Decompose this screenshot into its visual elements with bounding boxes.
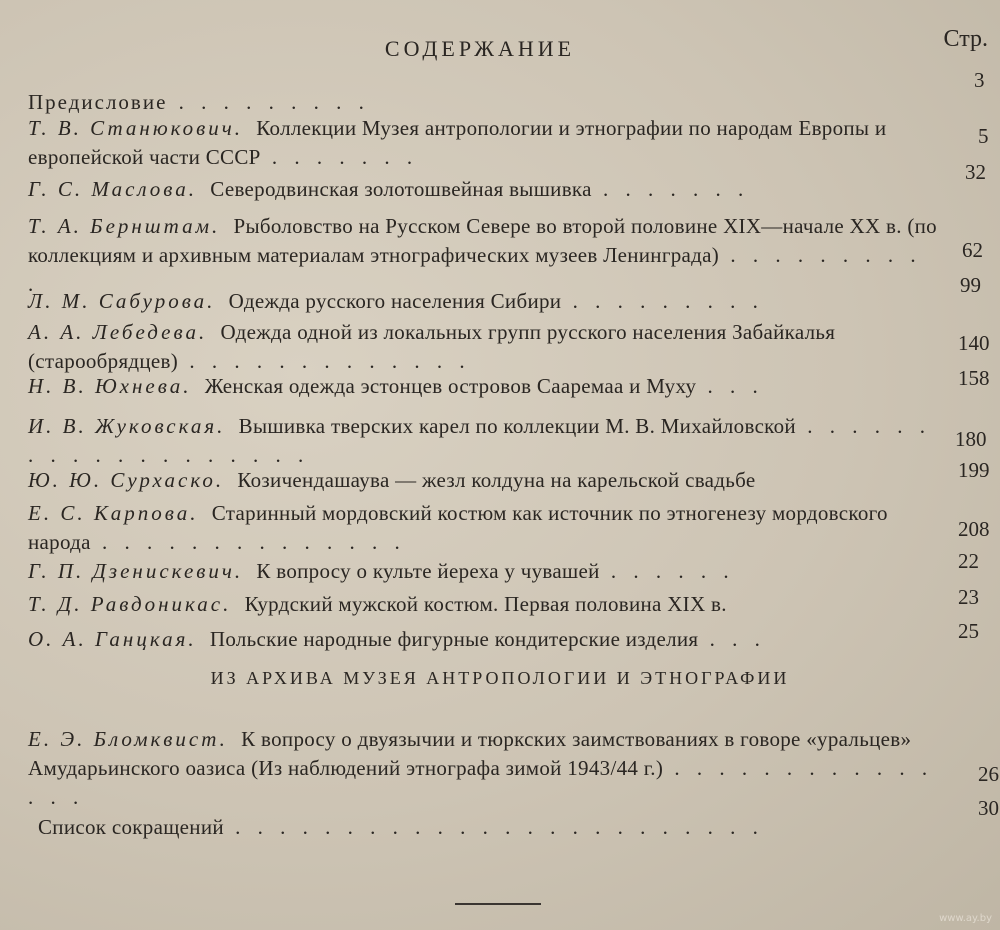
page-column-label: Стр.	[943, 26, 988, 52]
toc-entry[interactable]	[28, 557, 938, 586]
page-number: 180	[955, 427, 987, 451]
page-number: 140	[958, 331, 990, 355]
entry-author: Г. П. Дзенискевич.	[28, 559, 244, 583]
page-number: 158	[958, 366, 990, 390]
leader-dots: . . . . . . . . . . . . . . . . . . . . . . . .	[235, 815, 764, 839]
entry-author: Е. Э. Бломквист.	[28, 727, 228, 751]
watermark: www.ay.by	[939, 913, 992, 924]
toc-entry[interactable]	[28, 175, 938, 204]
page-number: 30	[978, 796, 999, 820]
toc-entry[interactable]	[28, 590, 938, 619]
toc-entry-preface[interactable]	[28, 88, 938, 117]
entry-title: Одежда одной из локальных групп русского населения Забайкалья (старообрядцев)	[28, 320, 836, 373]
entry-title: Предисловие	[28, 90, 168, 114]
entry-author: Е. С. Карпова.	[28, 501, 199, 525]
leader-dots: . . . . . . . . . . . . .	[189, 349, 471, 373]
entry-title: Старинный мордовский костюм как источник по этногенезу мордовского народа	[28, 501, 888, 554]
entry-title: К вопросу о двуязычии и тюркских заимствованиях в говоре «уральцев» Амударьинского оазиса (Из наблюдений этнографа зимой 1943/44 г.)	[28, 727, 912, 780]
leader-dots: . . . . . .	[610, 559, 735, 583]
entry-title: Коллекции Музея антропологии и этнографии по народам Европы и европейской части СССР	[28, 116, 887, 169]
leader-dots: . . . . . . . . .	[178, 90, 370, 114]
entry-author: Т. А. Бернштам.	[28, 214, 221, 238]
entry-author: Т. Д. Равдоникас.	[28, 592, 232, 616]
entry-author: А. А. Лебедева.	[28, 320, 208, 344]
page-number: 25	[958, 619, 979, 643]
entry-author: О. А. Ганцкая.	[28, 627, 197, 651]
entry-author: Т. В. Станюкович.	[28, 116, 244, 140]
entry-author: И. В. Жуковская.	[28, 414, 226, 438]
leader-dots: . . .	[709, 627, 766, 651]
toc-entry[interactable]	[28, 114, 938, 172]
leader-dots: . . . . . . .	[602, 177, 750, 201]
page-number: 3	[974, 68, 985, 92]
toc-entry[interactable]	[28, 625, 938, 654]
entry-author: Ю. Ю. Сурхаско.	[28, 468, 225, 492]
page-number: 199	[958, 458, 990, 482]
entry-title: Женская одежда эстонцев островов Сааремаа и Муху	[204, 374, 697, 398]
toc-entry[interactable]	[28, 725, 938, 812]
entry-title: Козичендашаува — жезл колдуна на карельской свадьбе	[237, 468, 756, 492]
leader-dots: . . . . . . . . . .	[28, 243, 922, 296]
leader-dots: . . . . . . .	[271, 145, 419, 169]
toc-entry[interactable]	[28, 499, 938, 557]
section-heading: ИЗ АРХИВА МУЗЕЯ АНТРОПОЛОГИИ И ЭТНОГРАФИИ	[210, 668, 790, 688]
toc-entry[interactable]	[28, 372, 938, 401]
page-number: 208	[958, 517, 990, 541]
page-title: СОДЕРЖАНИЕ	[384, 36, 576, 61]
toc-entry[interactable]	[28, 318, 938, 376]
toc-entry[interactable]	[28, 466, 938, 495]
leader-dots: . . . . . . . . . . . . . .	[102, 530, 406, 554]
entry-title: Северодвинская золотошвейная вышивка	[210, 177, 592, 201]
entry-title: Одежда русского населения Сибири	[228, 289, 562, 313]
entry-title: Список сокращений	[38, 815, 224, 839]
page-number: 23	[958, 585, 979, 609]
page-number: 62	[962, 238, 983, 262]
entry-title: Польские народные фигурные кондитерские изделия	[209, 627, 699, 651]
page-number: 26	[978, 762, 999, 786]
closing-rule	[455, 903, 541, 905]
page-number: 32	[965, 160, 986, 184]
page-number: 99	[960, 273, 981, 297]
entry-author: Н. В. Юхнева.	[28, 374, 192, 398]
leader-dots: . . . . . . . . . . . . . . .	[28, 756, 934, 809]
entry-title: Рыболовство на Русском Севере во второй половине XIX—начале XX в. (по коллекциям и архивным материалам этнографических музеев Ленинграда)	[28, 214, 937, 267]
toc-entry[interactable]	[28, 412, 938, 470]
entry-title: Курдский мужской костюм. Первая половина XIX в.	[244, 592, 727, 616]
page-number: 5	[978, 124, 989, 148]
entry-title: К вопросу о культе йереха у чувашей	[256, 559, 600, 583]
leader-dots: . . . . . . . . .	[572, 289, 764, 313]
toc-entry-abbreviations[interactable]	[38, 813, 948, 842]
leader-dots: . . . . . . . . . . . . . . . . . . .	[28, 414, 931, 467]
entry-author: Л. М. Сабурова.	[28, 289, 216, 313]
page-number: 22	[958, 549, 979, 573]
entry-title: Вышивка тверских карел по коллекции М. В. Михайловской	[238, 414, 796, 438]
toc-entry[interactable]	[28, 287, 938, 316]
toc-entry[interactable]	[28, 212, 938, 299]
entry-author: Г. С. Маслова.	[28, 177, 198, 201]
leader-dots: . . .	[707, 374, 764, 398]
